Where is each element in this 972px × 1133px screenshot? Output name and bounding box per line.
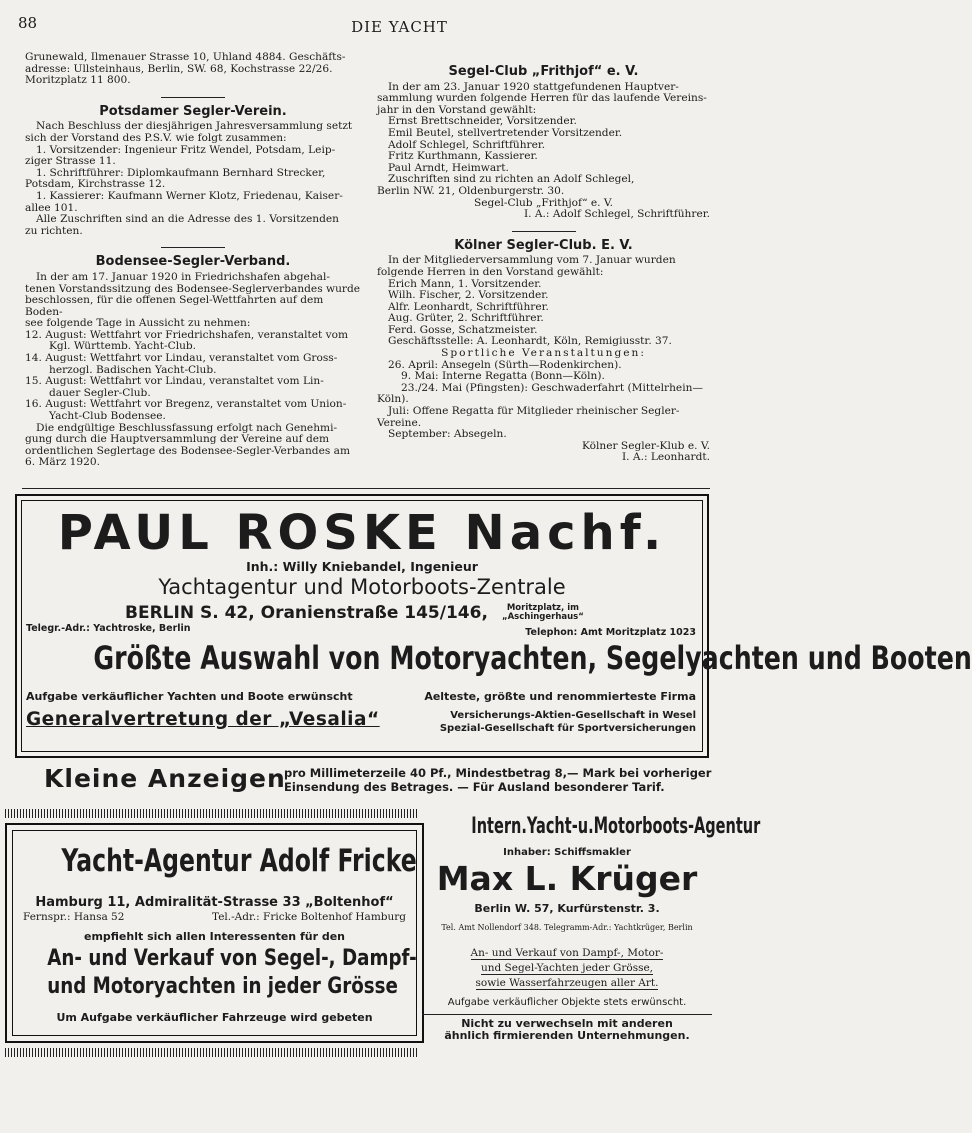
classifieds-rates <box>284 766 711 794</box>
fricke-telegram: Tel.-Adr.: Fricke Boltenhof Hamburg <box>212 911 406 923</box>
roske-agency-desc <box>440 709 696 735</box>
krueger-phone: Tel. Amt Nollendorf 348. Telegramm-Adr.: Yachtkrüger, Berlin <box>441 923 693 932</box>
text-line: Köln). <box>377 393 409 406</box>
text-line: Kölner Segler-Klub e. V. <box>582 439 710 452</box>
bodensee-text <box>25 272 361 469</box>
krueger-offer-1: An- und Verkauf von Dampf-, Motor- <box>470 947 664 959</box>
roske-agency-desc-1: Versicherungs-Aktien-Gesellschaft in Wesel <box>450 710 696 721</box>
text-line: Potsdam, Kirchstrasse 12. <box>25 178 166 191</box>
text-line: zu richten. <box>25 224 83 237</box>
fricke-address: Hamburg 11, Admiralität-Strasse 33 „Boltenhof“ <box>35 895 394 910</box>
fricke-name: Yacht-Agentur Adolf Fricke <box>61 843 417 879</box>
decorative-stripe <box>5 809 418 818</box>
text-line: In der am 17. Januar 1920 in Friedrichshafen abgehal- <box>36 270 330 283</box>
text-line: September: Absegeln. <box>388 428 507 441</box>
roske-agency: Generalvertretung der „Vesalia“ <box>26 709 380 730</box>
text-line: Erich Mann, 1. Vorsitzender. <box>388 277 542 290</box>
krueger-advertisement <box>422 813 761 1042</box>
text-line: 9. Mai: Interne Regatta (Bonn—Köln). <box>401 370 605 383</box>
koelner-text <box>377 255 710 464</box>
roske-address-note <box>502 604 584 622</box>
text-line: see folgende Tage in Aussicht zu nehmen: <box>25 317 251 330</box>
fricke-offer-2: und Motoryachten in jeder Grösse <box>47 974 398 999</box>
text-line: Alle Zuschriften sind an die Adresse des 1. Vorsitzenden <box>36 213 339 226</box>
text-line: I. A.: Leonhardt. <box>622 451 710 464</box>
text-line: dauer Segler-Club. <box>49 386 151 399</box>
text-line: folgende Herren in den Vorstand gewählt: <box>377 265 604 278</box>
text-line: herzogl. Badischen Yacht-Club. <box>49 363 217 376</box>
page-number: 88 <box>18 14 38 32</box>
fricke-phone: Fernspr.: Hansa 52 <box>23 911 125 923</box>
text-line: Ferd. Gosse, Schatzmeister. <box>388 323 538 336</box>
classifieds-title: Kleine Anzeigen <box>44 764 286 793</box>
potsdam-text <box>25 121 361 237</box>
text-line: 23./24. Mai (Pfingsten): Geschwaderfahrt (Mittelrhein— <box>401 381 704 394</box>
left-column <box>25 52 361 469</box>
roske-frame <box>21 500 972 752</box>
roske-owner: Inh.: Willy Kniebandel, Ingenieur <box>246 559 478 574</box>
text-line: 26. April: Ansegeln (Sürth—Rodenkirchen). <box>388 358 622 371</box>
text-line: Vereine. <box>377 416 422 429</box>
text-line: Emil Beutel, stellvertretender Vorsitzender. <box>388 126 623 139</box>
roske-address-note-1: Moritzplatz, im <box>506 603 579 613</box>
text-line: 6. März 1920. <box>25 456 100 469</box>
text-line: I. A.: Adolf Schlegel, Schriftführer. <box>523 208 710 221</box>
decorative-stripe <box>5 1048 418 1057</box>
text-line: ordentlichen Seglertage des Bodensee-Segler-Verbandes am <box>25 444 351 457</box>
roske-left-note: Aufgabe verkäuflicher Yachten und Boote erwünscht <box>26 690 353 703</box>
roske-name: PAUL ROSKE Nachf. <box>57 505 667 561</box>
section-title-koelner: Kölner Segler-Club. E. V. <box>454 237 633 253</box>
text-line: In der Mitgliederversammlung vom 7. Januar wurden <box>388 254 676 267</box>
text-line: Segel-Club „Frithjof“ e. V. <box>473 196 614 209</box>
text-line: 16. August: Wettfahrt vor Bregenz, veranstaltet vom Union- <box>25 398 347 411</box>
text-line: Nach Beschluss der diesjährigen Jahresversammlung setzt <box>36 120 353 133</box>
text-line: Grunewald, Ilmenauer Strasse 10, Uhland 4884. Geschäfts- <box>25 51 346 63</box>
classifieds-rates-2: Einsendung des Betrages. — Für Ausland besonderer Tarif. <box>284 780 665 794</box>
krueger-offer <box>422 946 712 991</box>
text-line: adresse: Ullsteinhaus, Berlin, SW. 68, Kochstrasse 22/26. <box>25 62 333 75</box>
krueger-name: Max L. Krüger <box>436 859 698 898</box>
section-title-frithjof: Segel-Club „Frithjof“ e. V. <box>448 64 639 79</box>
text-line: sich der Vorstand des P.S.V. wie folgt zusammen: <box>25 131 287 144</box>
text-line: Wilh. Fischer, 2. Vorsitzender. <box>388 289 549 302</box>
right-column <box>377 66 710 464</box>
text-line: 14. August: Wettfahrt vor Lindau, veranstaltet vom Gross- <box>25 352 338 365</box>
text-line: tenen Vorstandssitzung des Bodensee-Seglerverbandes wurde <box>25 282 361 295</box>
divider <box>161 247 225 248</box>
krueger-header: Intern.Yacht-u.Motorboots-Agentur <box>471 814 761 839</box>
section-divider <box>22 488 710 489</box>
roske-right-note: Aelteste, größte und renommierteste Firma <box>424 690 696 703</box>
fricke-recommend: empfiehlt sich allen Interessenten für den <box>83 930 345 943</box>
fricke-offer-1: An- und Verkauf von Segel-, Dampf- <box>47 946 417 971</box>
roske-agency-desc-2: Spezial-Gesellschaft für Sportversicherungen <box>439 723 696 734</box>
fricke-advertisement <box>5 823 424 1043</box>
krueger-address: Berlin W. 57, Kurfürstenstr. 3. <box>474 902 660 915</box>
text-line: Adolf Schlegel, Schriftführer. <box>388 138 546 151</box>
frithjof-text <box>377 82 710 221</box>
text-line: Moritzplatz 11 800. <box>25 74 131 87</box>
text-line: Fritz Kurthmann, Kassierer. <box>388 150 538 163</box>
text-line: In der am 23. Januar 1920 stattgefundenen Hauptver- <box>388 80 679 93</box>
text-line: 1. Schriftführer: Diplomkaufmann Bernhard Strecker, <box>36 166 326 179</box>
text-line: allee 101. <box>25 201 78 214</box>
text-line: Geschäftsstelle: A. Leonhardt, Köln, Remigiusstr. 37. <box>388 335 672 348</box>
divider <box>161 97 225 98</box>
roske-address-note-2: „Aschingerhaus“ <box>502 612 584 622</box>
text-line: sammlung wurden folgende Herren für das laufende Vereins- <box>377 92 707 105</box>
fricke-frame <box>12 830 417 1036</box>
text-line: Kgl. Württemb. Yacht-Club. <box>49 340 197 353</box>
text-line: Juli: Offene Regatta für Mitglieder rheinischer Segler- <box>388 405 680 418</box>
roske-business: Yachtagentur und Motorboots-Zentrale <box>158 575 566 599</box>
roske-address: BERLIN S. 42, Oranienstraße 145/146, <box>125 603 488 623</box>
text-line: Zuschriften sind zu richten an Adolf Schlegel, <box>388 173 635 186</box>
text-line: Aug. Grüter, 2. Schriftführer. <box>388 312 544 325</box>
divider <box>422 1014 712 1015</box>
section-title-potsdam: Potsdamer Segler-Verein. <box>99 103 287 119</box>
text-line: jahr in den Vorstand gewählt: <box>377 103 537 116</box>
krueger-owner: Inhaber: Schiffsmakler <box>503 847 631 858</box>
text-line: Sportliche Veranstaltungen: <box>441 347 646 360</box>
krueger-warning-1: Nicht zu verwechseln mit anderen <box>461 1017 673 1030</box>
text-line: 1. Vorsitzender: Ingenieur Fritz Wendel, Potsdam, Leip- <box>36 143 336 156</box>
text-line: 15. August: Wettfahrt vor Lindau, veranstaltet vom Lin- <box>25 375 324 388</box>
krueger-offer-2: und Segel-Yachten jeder Grösse, <box>480 962 654 974</box>
roske-advertisement <box>15 494 972 758</box>
text-line: Paul Arndt, Heimwart. <box>388 161 509 174</box>
text-line: 12. August: Wettfahrt vor Friedrichshafen, veranstaltet vom <box>25 328 349 341</box>
text-line: Berlin NW. 21, Oldenburgerstr. 30. <box>377 184 565 197</box>
text-line: Ernst Brettschneider, Vorsitzender. <box>388 115 577 128</box>
krueger-warning <box>422 1018 712 1042</box>
roske-phone: Telephon: Amt Moritzplatz 1023 <box>525 627 696 638</box>
krueger-offer-3: sowie Wasserfahrzeugen aller Art. <box>475 977 659 989</box>
roske-telegram: Telegr.-Adr.: Yachtroske, Berlin <box>26 623 191 634</box>
roske-slogan: Größte Auswahl von Motoryachten, Segelyachten und Booten <box>93 639 972 677</box>
krueger-note: Aufgabe verkäuflicher Objekte stets erwünscht. <box>447 997 687 1008</box>
text-line: ziger Strasse 11. <box>25 155 116 168</box>
text-line: Alfr. Leonhardt, Schriftführer. <box>388 300 549 313</box>
intro-text <box>25 52 361 87</box>
divider <box>512 231 576 232</box>
text-line: Yacht-Club Bodensee. <box>49 410 166 423</box>
krueger-warning-2: ähnlich firmierenden Unternehmungen. <box>444 1029 690 1042</box>
text-line: beschlossen, für die offenen Segel-Wettfahrten auf dem Boden- <box>25 294 324 318</box>
text-line: gung durch die Hauptversammlung der Vereine auf dem <box>25 433 330 446</box>
section-title-bodensee: Bodensee-Segler-Verband. <box>95 254 291 270</box>
classifieds-rates-1: pro Millimeterzeile 40 Pf., Mindestbetrag 8,— Mark bei vorheriger <box>284 766 712 780</box>
text-line: Die endgültige Beschlussfassung erfolgt nach Genehmi- <box>36 421 338 434</box>
running-title: DIE YACHT <box>351 18 448 36</box>
fricke-note: Um Aufgabe verkäuflicher Fahrzeuge wird gebeten <box>56 1011 373 1024</box>
text-line: 1. Kassierer: Kaufmann Werner Klotz, Friedenau, Kaiser- <box>36 189 343 202</box>
